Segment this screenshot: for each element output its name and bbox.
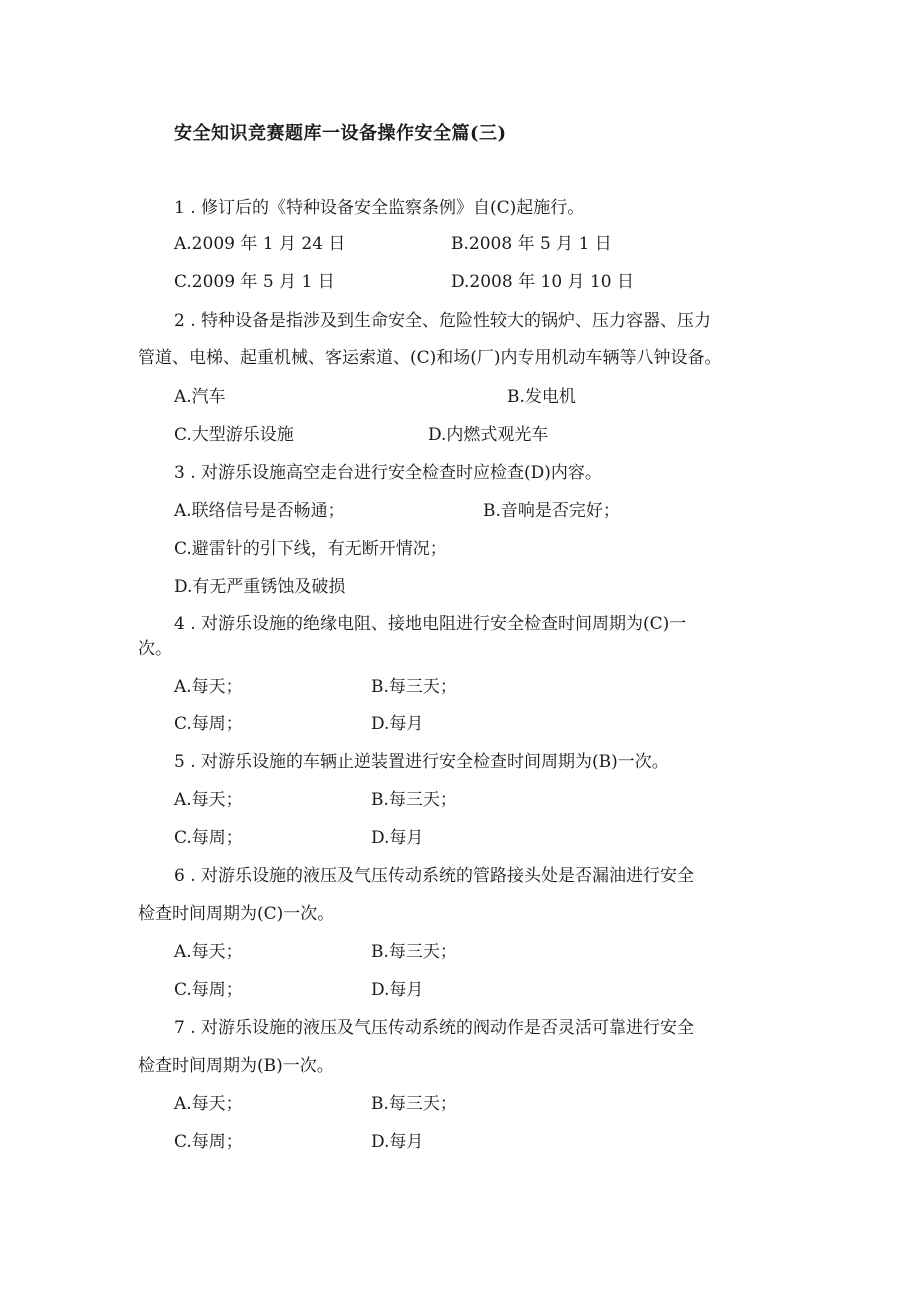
- question-3-option-d: D.有无严重锈蚀及破损: [174, 577, 346, 597]
- question-4-option-c: C.每周；: [174, 714, 243, 734]
- question-6-text: 6 . 对游乐设施的液压及气压传动系统的管路接头处是否漏油进行安全: [174, 866, 695, 886]
- question-4-option-d: D.每月: [371, 714, 424, 734]
- question-5-option-c: C.每周；: [174, 828, 243, 848]
- question-4-option-b: B.每三天；: [371, 677, 457, 697]
- question-7-option-a: A.每天；: [174, 1094, 243, 1114]
- question-3-option-b: B.音响是否完好；: [483, 501, 620, 521]
- question-6-option-a: A.每天；: [174, 942, 243, 962]
- question-7-option-c: C.每周；: [174, 1132, 243, 1152]
- question-3-option-a: A.联络信号是否畅通；: [174, 501, 345, 521]
- question-6-option-b: B.每三天；: [371, 942, 457, 962]
- question-3-text: 3 . 对游乐设施高空走台进行安全检查时应检查(D)内容。: [174, 463, 602, 483]
- question-1-option-a: A.2009 年 1 月 24 日: [174, 234, 346, 254]
- question-1-option-b: B.2008 年 5 月 1 日: [451, 234, 612, 254]
- question-6-option-d: D.每月: [371, 980, 424, 1000]
- question-5-option-a: A.每天；: [174, 790, 243, 810]
- question-6-text-cont: 检查时间周期为(C)一次。: [138, 904, 335, 924]
- question-5-option-d: D.每月: [371, 828, 424, 848]
- question-5-option-b: B.每三天；: [371, 790, 457, 810]
- question-2-text-cont: 管道、电梯、起重机械、客运索道、(C)和场(厂)内专用机动车辆等八钟设备。: [138, 348, 722, 368]
- question-4-option-a: A.每天；: [174, 677, 243, 697]
- question-6-option-c: C.每周；: [174, 980, 243, 1000]
- question-7-text: 7 . 对游乐设施的液压及气压传动系统的阀动作是否灵活可靠进行安全: [174, 1018, 695, 1038]
- question-2-option-c: C.大型游乐设施: [174, 425, 294, 445]
- question-7-text-cont: 检查时间周期为(B)一次。: [138, 1056, 334, 1076]
- question-4-text: 4 . 对游乐设施的绝缘电阻、接地电阻进行安全检查时间周期为(C)一: [174, 614, 687, 634]
- question-1-option-c: C.2009 年 5 月 1 日: [174, 272, 335, 292]
- question-2-option-d: D.内燃式观光车: [428, 425, 549, 445]
- question-7-option-b: B.每三天；: [371, 1094, 457, 1114]
- question-7-option-d: D.每月: [371, 1132, 424, 1152]
- question-2-option-a: A.汽车: [174, 387, 226, 407]
- document-title: 安全知识竞赛题库一设备操作安全篇(三): [174, 123, 507, 144]
- question-1-option-d: D.2008 年 10 月 10 日: [451, 272, 634, 292]
- question-5-text: 5 . 对游乐设施的车辆止逆装置进行安全检查时间周期为(B)一次。: [174, 752, 669, 772]
- question-4-text-cont: 次。: [138, 639, 172, 659]
- question-1-text: 1 . 修订后的《特种设备安全监察条例》自(C)起施行。: [174, 198, 585, 218]
- question-2-text: 2 . 特种设备是指涉及到生命安全、危险性较大的锅炉、压力容器、压力: [174, 311, 712, 331]
- question-2-option-b: B.发电机: [507, 387, 576, 407]
- question-3-option-c: C.避雷针的引下线，有无断开情况；: [174, 539, 447, 559]
